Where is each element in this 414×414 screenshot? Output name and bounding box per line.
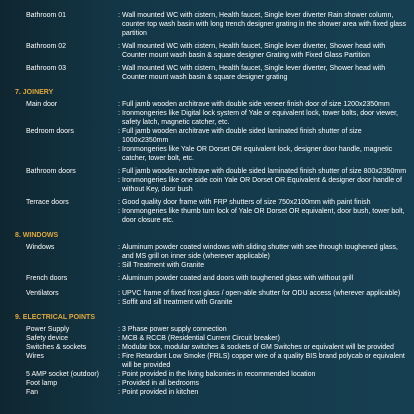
- spec-value: Point provided in the living balconies in recommended location: [122, 371, 316, 378]
- spec-value: Wall mounted WC with cistern, Health faucet, Single lever diverter, Shower head with Counter mount wash basin & square designer Grating with Fixed Glass Partition: [122, 43, 386, 59]
- spec-row-bedroom-doors-cont: [0, 145, 414, 163]
- spec-label: Bathroom doors: [26, 168, 76, 175]
- section-heading-windows: 8. WINDOWS: [15, 232, 59, 239]
- spec-value: Good quality door frame with FRP shutters of size 750x2100mm with paint finish: [122, 199, 371, 206]
- spec-row-safety-device: [0, 334, 414, 343]
- spec-value: Wall mounted WC with cistern, Health faucet, Single lever diverter Rain shower column, counter top wash basin with long trench designer grating in the shower area with fixed glass partition: [122, 12, 407, 37]
- spec-value: Ironmongeries like Yale OR Dorset OR equivalent lock, designer door handle, magnetic catcher, tower bolt, etc.: [122, 146, 393, 162]
- colon: :: [118, 146, 120, 153]
- spec-label: Bathroom 01: [26, 12, 67, 19]
- spec-value: Ironmongeries like thumb turn lock of Yale OR Dorset OR equivalent, door bush, tower bolt, door closure etc.: [122, 208, 405, 224]
- spec-label: Foot lamp: [26, 380, 58, 387]
- spec-value: MCB & RCCB (Residential Current Circuit breaker): [122, 335, 280, 342]
- spec-value: Aluminum powder coated windows with sliding shutter with see through toughened glass, and MS grill on inner side (wherever applicable): [122, 244, 398, 260]
- spec-value: Sill Treatment with Granite: [122, 262, 205, 269]
- colon: :: [118, 262, 120, 269]
- spec-row-5amp-socket: [0, 370, 414, 379]
- colon: :: [118, 65, 120, 72]
- spec-label: Ventilators: [26, 290, 59, 297]
- spec-row-bathroom-doors: [0, 167, 414, 176]
- spec-label: 5 AMP socket (outdoor): [26, 371, 100, 378]
- colon: :: [118, 128, 120, 135]
- spec-label: Fan: [26, 389, 39, 396]
- colon: :: [118, 299, 120, 306]
- spec-label: Terrace doors: [26, 199, 69, 206]
- spec-value: Ironmongeries like Digital lock system of Yale or equivalent lock, tower bolts, door viewer, safety latch, magnetic catcher, etc.: [122, 110, 398, 126]
- colon: :: [118, 326, 120, 333]
- spec-label: Switches & sockets: [26, 344, 87, 351]
- colon: :: [118, 389, 120, 396]
- spec-row-bedroom-doors: [0, 127, 414, 145]
- spec-label: Main door: [26, 101, 58, 108]
- spec-label: French doors: [26, 275, 68, 282]
- spec-row-main-door: [0, 100, 414, 109]
- spec-value: Aluminum powder coated and doors with toughened glass with without grill: [122, 275, 354, 282]
- colon: :: [118, 12, 120, 19]
- colon: :: [118, 43, 120, 50]
- spec-row-bathroom-doors-cont: [0, 176, 414, 194]
- spec-value: Full jamb wooden architrave with double sided laminated finish shutter of size 1000x2350mm: [122, 128, 362, 144]
- colon: :: [118, 275, 120, 282]
- colon: :: [118, 110, 120, 117]
- spec-value: Full jamb wooden architrave with double sided laminated finish shutter of size 800x2350mm: [122, 168, 407, 175]
- spec-value: Fire Retardant Low Smoke (FRLS) copper wire of a quality BIS brand polycab or equivalent will be provided: [122, 353, 405, 369]
- spec-value: UPVC frame of fixed frost glass / open-able shutter for ODU access (wherever applicable): [122, 290, 401, 297]
- spec-row-wires: [0, 352, 414, 370]
- spec-row-main-door-cont: [0, 109, 414, 127]
- spec-value: Provided in all bedrooms: [122, 380, 200, 387]
- spec-row-switches-sockets: [0, 343, 414, 352]
- colon: :: [118, 380, 120, 387]
- spec-row-bathroom-02: [0, 42, 414, 60]
- spec-row-foot-lamp: [0, 379, 414, 388]
- section-heading-joinery: 7. JOINERY: [15, 89, 54, 96]
- spec-label: Bathroom 03: [26, 65, 67, 72]
- colon: :: [118, 371, 120, 378]
- colon: :: [118, 177, 120, 184]
- colon: :: [118, 290, 120, 297]
- spec-value: Point provided in kitchen: [122, 389, 199, 396]
- spec-label: Safety device: [26, 335, 69, 342]
- spec-row-bathroom-01: [0, 11, 414, 38]
- spec-row-power-supply: [0, 325, 414, 334]
- colon: :: [118, 208, 120, 215]
- colon: :: [118, 344, 120, 351]
- spec-row-terrace-doors: [0, 198, 414, 207]
- spec-value: 3 Phase power supply connection: [122, 326, 227, 333]
- spec-value: Soffit and sill treatment with Granite: [122, 299, 233, 306]
- spec-row-terrace-doors-cont: [0, 207, 414, 225]
- spec-row-french-doors: [0, 274, 414, 283]
- spec-value: Ironmongeries like one side coin Yale OR Dorset OR Equivalent & designer door handle of without Key, door bush: [122, 177, 402, 193]
- spec-row-windows: [0, 243, 414, 261]
- spec-row-ventilators-cont: [0, 298, 414, 307]
- colon: :: [118, 353, 120, 360]
- spec-row-ventilators: [0, 289, 414, 298]
- spec-row-windows-cont: [0, 261, 414, 270]
- spec-row-bathroom-03: [0, 64, 414, 82]
- spec-label: Wires: [26, 353, 44, 360]
- colon: :: [118, 335, 120, 342]
- colon: :: [118, 244, 120, 251]
- spec-row-fan: [0, 388, 414, 397]
- colon: :: [118, 101, 120, 108]
- spec-value: Full jamb wooden architrave with double side veneer finish door of size 1200x2350mm: [122, 101, 390, 108]
- colon: :: [118, 199, 120, 206]
- spec-label: Windows: [26, 244, 55, 251]
- colon: :: [118, 168, 120, 175]
- spec-label: Bathroom 02: [26, 43, 67, 50]
- spec-value: Wall mounted WC with cistern, Health faucet, Single lever diverter, Shower head with Counter mount wash basin & square designer grating: [122, 65, 386, 81]
- spec-label: Power Supply: [26, 326, 70, 333]
- spec-label: Bedroom doors: [26, 128, 74, 135]
- spec-value: Modular box, modular switches & sockets of GM Switches or equivalent will be provided: [122, 344, 394, 351]
- section-heading-electrical: 9. ELECTRICAL POINTS: [15, 314, 95, 321]
